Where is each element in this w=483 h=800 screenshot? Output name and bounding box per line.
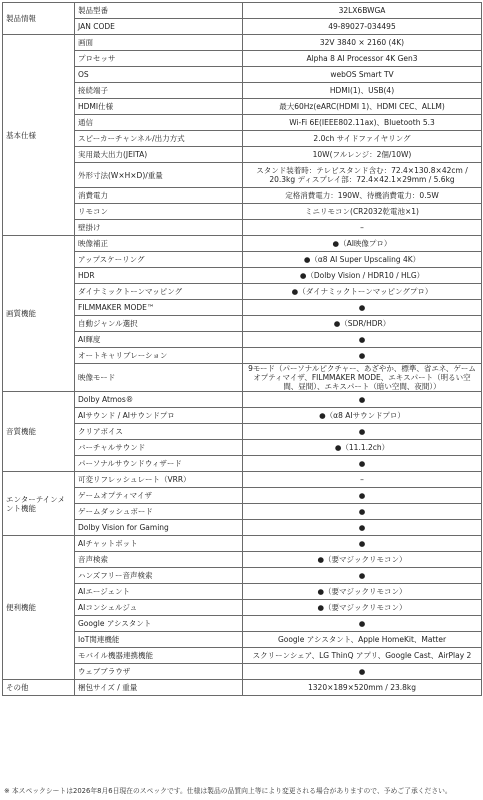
table-row	[3, 316, 482, 332]
table-row	[3, 204, 482, 220]
spec-value: 定格消費電力：190W、待機消費電力：0.5W	[243, 188, 482, 204]
spec-label: 接続端子	[75, 83, 243, 99]
table-row	[3, 67, 482, 83]
table-row	[3, 680, 482, 696]
category-convenience: 便利機能	[3, 536, 75, 680]
spec-value: webOS Smart TV	[243, 67, 482, 83]
spec-label: HDR	[75, 268, 243, 284]
spec-value: 1320×189×520mm / 23.8kg	[243, 680, 482, 696]
spec-value: 49-89027-034495	[243, 19, 482, 35]
spec-label: AI輝度	[75, 332, 243, 348]
table-row	[3, 163, 482, 188]
spec-value: ●	[243, 424, 482, 440]
table-row	[3, 348, 482, 364]
spec-label: AIコンシェルジュ	[75, 600, 243, 616]
spec-value: ●	[243, 664, 482, 680]
table-row	[3, 332, 482, 348]
spec-value: スクリーンシェア、LG ThinQ アプリ、Google Cast、AirPlay 2	[243, 648, 482, 664]
spec-table	[2, 2, 482, 696]
spec-value: ●	[243, 616, 482, 632]
table-row	[3, 35, 482, 51]
spec-value: ミニリモコン(CR2032乾電池×1)	[243, 204, 482, 220]
spec-label: 可変リフレッシュレート（VRR）	[75, 472, 243, 488]
category-product-info: 製品情報	[3, 3, 75, 35]
spec-value: ●	[243, 300, 482, 316]
spec-label: 外形寸法(W×H×D)/重量	[75, 163, 243, 188]
table-row	[3, 600, 482, 616]
table-row	[3, 552, 482, 568]
table-row	[3, 364, 482, 392]
spec-label: FILMMAKER MODE™	[75, 300, 243, 316]
table-row	[3, 268, 482, 284]
spec-value: ●（要マジックリモコン）	[243, 584, 482, 600]
table-row	[3, 632, 482, 648]
table-row	[3, 284, 482, 300]
spec-label: Dolby Vision for Gaming	[75, 520, 243, 536]
spec-label: モバイル機器連携機能	[75, 648, 243, 664]
spec-label: スピーカーチャンネル/出力方式	[75, 131, 243, 147]
spec-value: HDMI(1)、USB(4)	[243, 83, 482, 99]
spec-label: ウェブブラウザ	[75, 664, 243, 680]
spec-value: ●（SDR/HDR）	[243, 316, 482, 332]
spec-value: ●	[243, 488, 482, 504]
spec-value: Google アシスタント、Apple HomeKit、Matter	[243, 632, 482, 648]
spec-value: ●	[243, 392, 482, 408]
spec-value: 9モード（パーソナルピクチャー、あざやか、標準、省エネ、ゲームオプティマイザ、FILMMAKER MODE、エキスパート（明るい空間、昼間）、エキスパート（暗い空間、夜間））	[243, 364, 482, 392]
spec-label: パーソナルサウンドウィザード	[75, 456, 243, 472]
spec-label: Dolby Atmos®	[75, 392, 243, 408]
spec-value: ●（要マジックリモコン）	[243, 600, 482, 616]
spec-label: 自動ジャンル選択	[75, 316, 243, 332]
table-row	[3, 252, 482, 268]
category-audio: 音質機能	[3, 392, 75, 472]
spec-value: ●	[243, 520, 482, 536]
table-row	[3, 648, 482, 664]
table-row	[3, 488, 482, 504]
spec-value: –	[243, 220, 482, 236]
spec-value: ●（α8 AIサウンドプロ）	[243, 408, 482, 424]
table-row	[3, 188, 482, 204]
table-row	[3, 83, 482, 99]
spec-label: バーチャルサウンド	[75, 440, 243, 456]
spec-label: Google アシスタント	[75, 616, 243, 632]
table-row	[3, 504, 482, 520]
category-entertainment: エンターテインメント機能	[3, 472, 75, 536]
category-basic-spec: 基本仕様	[3, 35, 75, 236]
table-row	[3, 568, 482, 584]
spec-label: AIサウンド / AIサウンドプロ	[75, 408, 243, 424]
table-row	[3, 584, 482, 600]
spec-label: ハンズフリー音声検索	[75, 568, 243, 584]
spec-label: クリアボイス	[75, 424, 243, 440]
table-row	[3, 520, 482, 536]
spec-label: AIエージェント	[75, 584, 243, 600]
table-row	[3, 3, 482, 19]
spec-label: アップスケーリング	[75, 252, 243, 268]
spec-label: HDMI仕様	[75, 99, 243, 115]
spec-value: Wi-Fi 6E(IEEE802.11ax)、Bluetooth 5.3	[243, 115, 482, 131]
spec-label: 映像補正	[75, 236, 243, 252]
spec-label: 梱包サイズ / 重量	[75, 680, 243, 696]
spec-value: ●（ダイナミックトーンマッピングプロ）	[243, 284, 482, 300]
table-row	[3, 536, 482, 552]
spec-label: IoT関連機能	[75, 632, 243, 648]
spec-value: ●（AI映像プロ）	[243, 236, 482, 252]
spec-label: ゲームオプティマイザ	[75, 488, 243, 504]
table-row	[3, 300, 482, 316]
spec-value: ●	[243, 456, 482, 472]
spec-value: ●	[243, 504, 482, 520]
spec-label: OS	[75, 67, 243, 83]
table-row	[3, 19, 482, 35]
table-row	[3, 664, 482, 680]
spec-value: 32V 3840 × 2160 (4K)	[243, 35, 482, 51]
table-row	[3, 408, 482, 424]
spec-value: Alpha 8 AI Processor 4K Gen3	[243, 51, 482, 67]
table-row	[3, 424, 482, 440]
spec-value: 最大60Hz(eARC(HDMI 1)、HDMI CEC、ALLM)	[243, 99, 482, 115]
spec-label: 音声検索	[75, 552, 243, 568]
category-picture: 画質機能	[3, 236, 75, 392]
spec-value: ●	[243, 348, 482, 364]
table-row	[3, 147, 482, 163]
spec-label: AIチャットボット	[75, 536, 243, 552]
table-row	[3, 440, 482, 456]
spec-label: ダイナミックトーンマッピング	[75, 284, 243, 300]
spec-value: ●	[243, 568, 482, 584]
spec-value: –	[243, 472, 482, 488]
table-row	[3, 99, 482, 115]
table-row	[3, 456, 482, 472]
table-row	[3, 392, 482, 408]
spec-value: ●（α8 AI Super Upscaling 4K）	[243, 252, 482, 268]
category-other: その他	[3, 680, 75, 696]
spec-label: 実用最大出力(JEITA)	[75, 147, 243, 163]
table-row	[3, 115, 482, 131]
footnote: ※ 本スペックシートは2026年8月6日現在のスペックです。仕様は製品の品質向上等により変更される場合がありますので、予めご了承ください。	[4, 787, 452, 795]
spec-label: リモコン	[75, 204, 243, 220]
spec-value: ●（11.1.2ch）	[243, 440, 482, 456]
table-row	[3, 51, 482, 67]
spec-value: ●	[243, 332, 482, 348]
spec-label: 画面	[75, 35, 243, 51]
spec-label: オートキャリブレーション	[75, 348, 243, 364]
table-row	[3, 616, 482, 632]
spec-label: 壁掛け	[75, 220, 243, 236]
spec-value: 2.0ch サイドファイヤリング	[243, 131, 482, 147]
spec-value: スタンド装着時：テレビスタンド含む：72.4×130.8×42cm / 20.3kg ディスプレイ部：72.4×42.1×29mm / 5.6kg	[243, 163, 482, 188]
spec-value: 32LX6BWGA	[243, 3, 482, 19]
spec-value: ●（要マジックリモコン）	[243, 552, 482, 568]
spec-label: JAN CODE	[75, 19, 243, 35]
spec-value: ●	[243, 536, 482, 552]
table-row	[3, 472, 482, 488]
spec-value: 10W(フルレンジ：2個/10W)	[243, 147, 482, 163]
spec-value: ●（Dolby Vision / HDR10 / HLG）	[243, 268, 482, 284]
spec-label: 通信	[75, 115, 243, 131]
spec-label: ゲームダッシュボード	[75, 504, 243, 520]
spec-label: 製品型番	[75, 3, 243, 19]
table-row	[3, 236, 482, 252]
spec-label: 映像モード	[75, 364, 243, 392]
table-row	[3, 131, 482, 147]
spec-label: 消費電力	[75, 188, 243, 204]
table-row	[3, 220, 482, 236]
spec-label: プロセッサ	[75, 51, 243, 67]
